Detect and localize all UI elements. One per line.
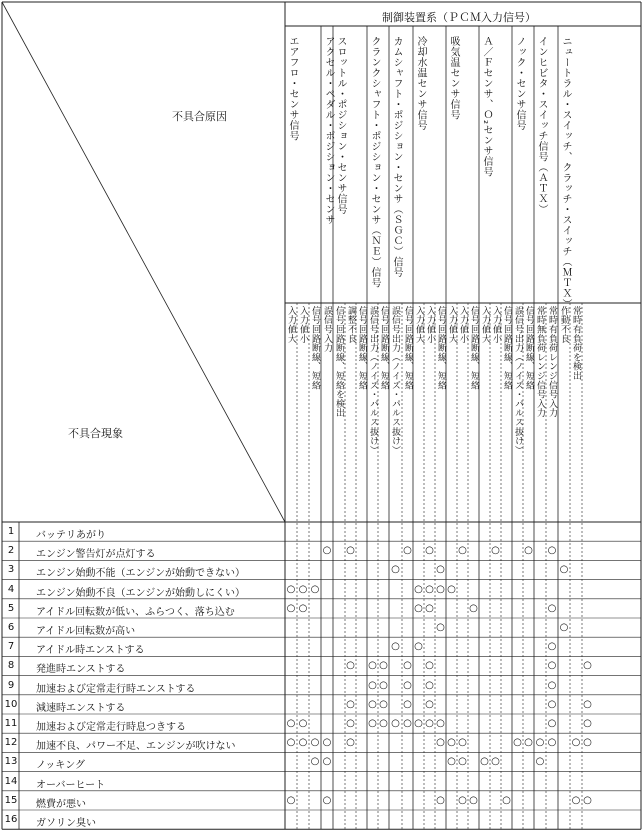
row-number: 11 bbox=[4, 718, 18, 729]
symptom-label: エンジン警告灯が点灯する bbox=[36, 549, 156, 561]
symptom-label: エンジン始動不能（エンジンが始動できない） bbox=[36, 568, 245, 580]
cause-mark: ○ bbox=[436, 718, 445, 729]
cause-mark: ○ bbox=[403, 698, 412, 710]
row-number: 8 bbox=[7, 660, 15, 672]
cause-mark: ○ bbox=[447, 583, 456, 595]
cause-mark: ○ bbox=[298, 602, 308, 614]
cause-mark: ○ bbox=[414, 602, 423, 614]
symptom-label: エンジン始動不良（エンジンが始動しにくい） bbox=[36, 587, 245, 599]
sub-column-label: 調整不良 bbox=[346, 306, 356, 344]
cause-mark: ○ bbox=[322, 756, 332, 768]
group-label: インヒビタ・スイッチ信号（ＡＴＸ） bbox=[536, 36, 547, 215]
cause-mark: ○ bbox=[425, 718, 434, 729]
cause-mark: ○ bbox=[379, 679, 388, 691]
cause-mark: ○ bbox=[583, 718, 592, 729]
cause-mark: ○ bbox=[414, 583, 423, 595]
cause-mark: ○ bbox=[310, 756, 320, 768]
sub-column-label: 常時有負荷を検出 bbox=[571, 306, 581, 381]
cause-mark: ○ bbox=[458, 794, 467, 806]
cause-mark: ○ bbox=[298, 737, 308, 749]
header-diagonal bbox=[2, 2, 285, 522]
cause-mark: ○ bbox=[583, 737, 592, 749]
cause-mark: ○ bbox=[583, 794, 592, 806]
cause-mark: ○ bbox=[571, 737, 581, 749]
group-label: スロットル・ポジション・センサ信号 bbox=[335, 36, 346, 215]
sub-column-label: 入力値大 bbox=[414, 306, 424, 344]
cause-mark: ○ bbox=[547, 660, 557, 672]
cause-mark: ○ bbox=[322, 737, 332, 749]
cause-mark: ○ bbox=[436, 737, 445, 749]
symptom-label: アイドル回転数が低い、ふらつく、落ち込む bbox=[36, 606, 235, 618]
sub-column-label: 入力値大 bbox=[447, 306, 457, 344]
sub-column-label: 信号回路断線、短絡を検出 bbox=[334, 306, 344, 418]
group-label: カムシャフト・ポジション・センサ（ＳＧＣ）信号 bbox=[391, 36, 402, 278]
cause-mark: ○ bbox=[403, 718, 412, 729]
symptom-label: ガソリン臭い bbox=[36, 818, 96, 829]
cause-mark: ○ bbox=[524, 737, 533, 749]
cause-mark: ○ bbox=[583, 698, 592, 710]
cause-mark: ○ bbox=[469, 602, 478, 614]
cause-mark: ○ bbox=[425, 545, 434, 557]
cause-mark: ○ bbox=[425, 602, 434, 614]
cause-mark: ○ bbox=[310, 737, 320, 749]
cause-mark: ○ bbox=[414, 641, 423, 653]
cause-mark: ○ bbox=[547, 545, 557, 557]
cause-mark: ○ bbox=[403, 545, 412, 557]
cause-mark: ○ bbox=[379, 660, 388, 672]
cause-mark: ○ bbox=[491, 545, 500, 557]
cause-mark: ○ bbox=[414, 718, 423, 729]
symptom-label: 加速および定常走行時エンストする bbox=[36, 683, 196, 695]
sub-column-label: 信号回路断線、短絡 bbox=[379, 306, 389, 390]
sub-column-label: 入力値大 bbox=[286, 306, 296, 344]
sub-column-label: 信号回路断線、短絡 bbox=[469, 306, 479, 390]
cause-mark: ○ bbox=[286, 718, 296, 729]
row-number: 2 bbox=[7, 545, 15, 557]
row-number: 4 bbox=[7, 583, 15, 595]
row-number: 10 bbox=[4, 698, 18, 710]
sub-column-label: 常時無負荷レンジ信号入力 bbox=[535, 306, 545, 418]
sub-column-label: 入力値小 bbox=[425, 306, 435, 344]
sub-column-label: 誤信号出力（ノイズ・パルス抜け） bbox=[390, 306, 400, 455]
cause-mark: ○ bbox=[547, 698, 557, 710]
row-number: 14 bbox=[4, 775, 18, 787]
group-label: 吸気温センサ信号 bbox=[448, 36, 459, 120]
cause-mark: ○ bbox=[535, 756, 545, 768]
group-label: エアフロ・センサ信号 bbox=[287, 36, 298, 141]
cause-mark: ○ bbox=[425, 660, 434, 672]
cause-mark: ○ bbox=[379, 718, 388, 729]
cause-mark: ○ bbox=[491, 756, 500, 768]
cause-mark: ○ bbox=[547, 641, 557, 653]
cause-mark: ○ bbox=[425, 698, 434, 710]
cause-mark: ○ bbox=[346, 718, 355, 729]
cause-mark: ○ bbox=[559, 564, 569, 576]
sub-column-label: 入力値小 bbox=[298, 306, 308, 344]
cause-mark: ○ bbox=[447, 756, 456, 768]
cause-mark: ○ bbox=[391, 641, 400, 653]
group-label: Ａ／Ｆセンサ、Ｏ₂センサ信号 bbox=[481, 36, 492, 178]
cause-mark: ○ bbox=[425, 583, 434, 595]
cause-mark: ○ bbox=[322, 794, 332, 806]
cause-mark: ○ bbox=[403, 660, 412, 672]
group-label: ニュートラル・スイッチ、クラッチ・スイッチ（ＭＴＸ） bbox=[560, 36, 571, 309]
sub-column-label: 信号回路断線、短絡 bbox=[403, 306, 413, 390]
cause-mark: ○ bbox=[391, 718, 400, 729]
sub-column-label: 信号回路断線、短絡 bbox=[502, 306, 512, 390]
cause-mark: ○ bbox=[298, 583, 308, 595]
cause-mark: ○ bbox=[368, 698, 377, 710]
cause-mark: ○ bbox=[322, 545, 332, 557]
cause-mark: ○ bbox=[547, 679, 557, 691]
cause-mark: ○ bbox=[458, 737, 467, 749]
group-label: クランクシャフト・ポジション・センサ（ＮＥ）信号 bbox=[369, 36, 380, 288]
group-label: 冷却水温センサ信号 bbox=[415, 36, 426, 131]
cause-mark: ○ bbox=[480, 756, 489, 768]
cause-mark: ○ bbox=[286, 583, 296, 595]
cause-mark: ○ bbox=[346, 660, 355, 672]
row-number: 1 bbox=[7, 526, 15, 537]
row-number: 3 bbox=[7, 564, 15, 576]
cause-mark: ○ bbox=[571, 794, 581, 806]
cause-mark: ○ bbox=[286, 602, 296, 614]
symptom-label: バッテリあがり bbox=[36, 530, 106, 541]
cause-mark: ○ bbox=[524, 545, 533, 557]
cause-mark: ○ bbox=[379, 698, 388, 710]
cause-mark: ○ bbox=[310, 583, 320, 595]
cause-mark: ○ bbox=[583, 660, 592, 672]
symptom-label: 加速および定常走行時息つきする bbox=[36, 722, 186, 733]
row-number: 13 bbox=[4, 756, 18, 768]
sub-column-label: 信号回路断線、短絡 bbox=[310, 306, 320, 390]
sub-column-label: 入力値小 bbox=[491, 306, 501, 344]
symptom-label: 発進時エンストする bbox=[36, 664, 126, 676]
symptom-label: ノッキング bbox=[36, 760, 85, 772]
sub-column-label: 誤信号出力（ノイズ・パルス抜け） bbox=[368, 306, 378, 455]
cause-mark: ○ bbox=[368, 718, 377, 729]
cause-mark: ○ bbox=[458, 756, 467, 768]
symptom-label: 減速時エンストする bbox=[36, 702, 126, 714]
symptom-label: オーバーヒート bbox=[36, 779, 106, 791]
cause-mark: ○ bbox=[469, 794, 478, 806]
cause-mark: ○ bbox=[436, 564, 445, 576]
symptom-label: 加速不良、パワー不足、エンジンが吹けない bbox=[36, 741, 236, 753]
cause-mark: ○ bbox=[286, 737, 296, 749]
symptom-label: アイドル時エンストする bbox=[36, 645, 145, 657]
symptom-label: 不具合現象 bbox=[68, 427, 123, 440]
sub-column-label: 誤信号出力（ノイズ・パルス抜け） bbox=[513, 306, 523, 455]
cause-mark: ○ bbox=[436, 794, 445, 806]
cause-mark: ○ bbox=[346, 737, 355, 749]
cause-mark: ○ bbox=[559, 622, 569, 633]
sub-column-label: 信号回路断線、短絡 bbox=[436, 306, 446, 390]
cause-mark: ○ bbox=[368, 679, 377, 691]
row-number: 12 bbox=[4, 737, 18, 749]
cause-mark: ○ bbox=[346, 545, 355, 557]
sub-column-label: 誤信号入力 bbox=[322, 306, 332, 353]
symptom-label: 燃費が悪い bbox=[36, 798, 86, 810]
row-number: 15 bbox=[4, 794, 18, 806]
cause-label: 不具合原因 bbox=[172, 110, 227, 123]
cause-mark: ○ bbox=[547, 737, 557, 749]
symptom-label: アイドル回転数が高い bbox=[36, 626, 136, 637]
sub-column-label: 作動不良 bbox=[559, 306, 569, 344]
cause-mark: ○ bbox=[436, 622, 445, 633]
cause-mark: ○ bbox=[458, 545, 467, 557]
group-label: アクセル・ペダル・ポジション・センサ bbox=[323, 36, 334, 225]
sub-column-label: 信号回路断線、短絡 bbox=[524, 306, 534, 390]
cause-mark: ○ bbox=[535, 737, 545, 749]
cause-mark: ○ bbox=[391, 564, 400, 576]
cause-mark: ○ bbox=[547, 602, 557, 614]
cause-mark: ○ bbox=[436, 583, 445, 595]
cause-mark: ○ bbox=[502, 794, 511, 806]
cause-mark: ○ bbox=[403, 679, 412, 691]
sub-column-label: 常時有負荷レンジ信号入力 bbox=[547, 306, 557, 418]
group-title: 制御装置系（ＰＣＭ入力信号） bbox=[382, 11, 536, 24]
sub-column-label: 信号回路断線、短絡 bbox=[357, 306, 367, 390]
cause-mark: ○ bbox=[298, 718, 308, 729]
sub-column-label: 入力値小 bbox=[458, 306, 468, 344]
row-number: 6 bbox=[7, 622, 15, 633]
cause-mark: ○ bbox=[513, 737, 522, 749]
cause-mark: ○ bbox=[346, 698, 355, 710]
cause-mark: ○ bbox=[447, 737, 456, 749]
cause-mark: ○ bbox=[286, 794, 296, 806]
cause-mark: ○ bbox=[547, 718, 557, 729]
sub-column-label: 入力値大 bbox=[480, 306, 490, 344]
row-number: 5 bbox=[7, 602, 15, 614]
row-number: 7 bbox=[7, 641, 15, 653]
row-number: 16 bbox=[4, 814, 18, 825]
group-label: ノック・センサ信号 bbox=[514, 36, 525, 131]
row-number: 9 bbox=[7, 679, 15, 691]
cause-mark: ○ bbox=[425, 679, 434, 691]
cause-mark: ○ bbox=[368, 660, 377, 672]
